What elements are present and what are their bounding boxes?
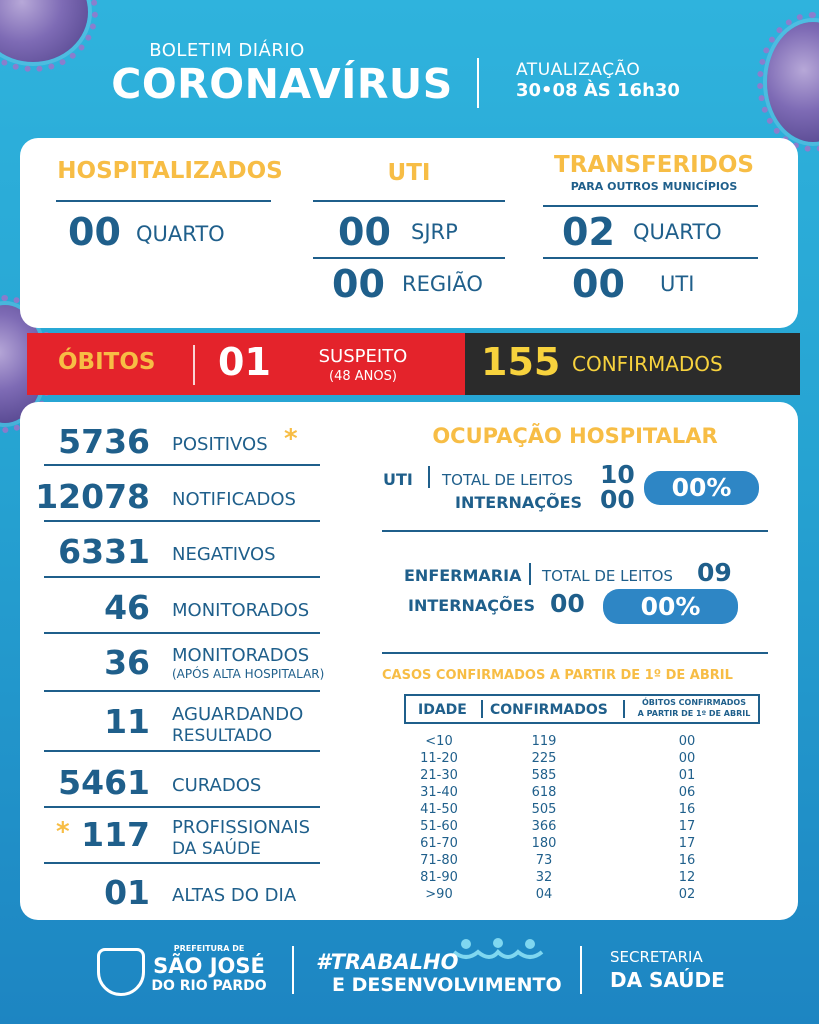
casos-obitos: 16 bbox=[678, 802, 696, 817]
casos-age: 11-20 bbox=[420, 751, 458, 766]
uti-divider bbox=[313, 257, 505, 259]
city-coat-of-arms-icon bbox=[97, 948, 145, 996]
casos-confirmados: 119 bbox=[531, 734, 557, 749]
uti-regiao-unit: REGIÃO bbox=[402, 272, 483, 296]
casos-obitos: 00 bbox=[678, 751, 696, 766]
uti-sjrp-value: 00 bbox=[338, 210, 391, 254]
casos-obitos: 16 bbox=[678, 853, 696, 868]
update-value: 30•08 ÀS 16h30 bbox=[516, 80, 680, 101]
casos-confirmados: 585 bbox=[531, 768, 557, 783]
stat-star: * bbox=[284, 424, 298, 454]
stat-value: 12078 bbox=[35, 477, 150, 516]
stat-label: MONITORADOS bbox=[172, 600, 310, 621]
casos-age: 51-60 bbox=[420, 819, 458, 834]
uti-sjrp-unit: SJRP bbox=[411, 220, 458, 244]
bulletin-title: CORONAVÍRUS bbox=[111, 60, 453, 108]
stat-divider bbox=[44, 632, 320, 634]
stat-divider bbox=[44, 690, 320, 692]
casos-age: 61-70 bbox=[420, 836, 458, 851]
transferidos-divider bbox=[543, 257, 758, 259]
stat-divider bbox=[44, 464, 320, 466]
casos-header-obitos-1: ÓBITOS CONFIRMADOS bbox=[641, 698, 746, 707]
casos-table bbox=[404, 733, 760, 903]
ocupacao-uti-total-label: TOTAL DE LEITOS bbox=[442, 471, 573, 489]
casos-confirmados: 32 bbox=[535, 870, 553, 885]
uti-underline bbox=[313, 200, 505, 202]
casos-row bbox=[404, 733, 760, 750]
stat-label: NOTIFICADOS bbox=[172, 489, 296, 510]
casos-header-divider-1 bbox=[481, 700, 483, 718]
casos-obitos: 17 bbox=[678, 836, 696, 851]
transferidos-uti-unit: UTI bbox=[660, 272, 695, 296]
ocupacao-uti-divider bbox=[428, 466, 430, 488]
footer-secretaria: SECRETARIA bbox=[610, 948, 703, 966]
stat-divider bbox=[44, 806, 320, 808]
casos-row bbox=[404, 801, 760, 818]
ocupacao-uti-total: 10 bbox=[600, 460, 635, 489]
header-divider bbox=[477, 58, 479, 108]
stat-label: NEGATIVOS bbox=[172, 544, 276, 565]
footer-divider-1 bbox=[292, 946, 294, 994]
stat-divider bbox=[44, 750, 320, 752]
footer-slogan-1: #TRABALHO bbox=[316, 950, 459, 974]
obitos-suspeito-value: 01 bbox=[218, 340, 271, 384]
transferidos-heading: TRANSFERIDOS bbox=[554, 152, 754, 178]
casos-confirmados: 180 bbox=[531, 836, 557, 851]
virus-illustration-top-left bbox=[0, 0, 88, 62]
casos-confirmados: 366 bbox=[531, 819, 557, 834]
ocupacao-enfermaria-percent: 00% bbox=[603, 589, 738, 624]
stat-divider bbox=[44, 576, 320, 578]
casos-separator bbox=[382, 652, 768, 654]
stat-sublabel: (APÓS ALTA HOSPITALAR) bbox=[172, 667, 325, 681]
hospitalizados-value: 00 bbox=[68, 210, 121, 254]
casos-header-obitos-2: A PARTIR DE 1º DE ABRIL bbox=[637, 709, 751, 718]
stat-value: 117 bbox=[81, 815, 150, 854]
ocupacao-enfermaria-total-label: TOTAL DE LEITOS bbox=[542, 567, 673, 585]
footer-divider-2 bbox=[580, 946, 582, 994]
stat-sublabel: DA SAÚDE bbox=[172, 839, 261, 859]
casos-age: 21-30 bbox=[420, 768, 458, 783]
casos-age: 31-40 bbox=[420, 785, 458, 800]
ocupacao-title: OCUPAÇÃO HOSPITALAR bbox=[432, 424, 718, 448]
ocupacao-uti-percent: 00% bbox=[644, 471, 759, 505]
stat-value: 46 bbox=[104, 588, 150, 627]
ocupacao-enfermaria-intern: 00 bbox=[550, 589, 585, 618]
transferidos-quarto-unit: QUARTO bbox=[633, 220, 722, 244]
casos-header-confirmados: CONFIRMADOS bbox=[490, 702, 608, 718]
stat-sublabel: RESULTADO bbox=[172, 726, 273, 746]
footer-prefeitura: PREFEITURA DE bbox=[173, 944, 245, 953]
obitos-label: ÓBITOS bbox=[58, 349, 156, 375]
stat-value: 11 bbox=[104, 702, 150, 741]
stat-divider bbox=[44, 520, 320, 522]
casos-title: CASOS CONFIRMADOS A PARTIR DE 1º DE ABRIL bbox=[382, 668, 733, 683]
footer-slogan-2: E DESENVOLVIMENTO bbox=[332, 974, 562, 996]
stat-value: 5736 bbox=[58, 422, 150, 461]
casos-obitos: 02 bbox=[678, 887, 696, 902]
casos-age: 41-50 bbox=[420, 802, 458, 817]
casos-confirmados: 618 bbox=[531, 785, 557, 800]
obitos-confirmados-value: 155 bbox=[481, 340, 561, 384]
casos-confirmados: 04 bbox=[535, 887, 553, 902]
ocupacao-enfermaria-divider bbox=[529, 563, 531, 585]
casos-age: <10 bbox=[425, 734, 453, 749]
casos-obitos: 01 bbox=[678, 768, 696, 783]
stat-label: PROFISSIONAIS bbox=[172, 817, 311, 838]
transferidos-underline bbox=[543, 205, 758, 207]
stat-value: 5461 bbox=[58, 763, 150, 802]
casos-row bbox=[404, 750, 760, 767]
obitos-divider bbox=[193, 345, 195, 385]
casos-age: 81-90 bbox=[420, 870, 458, 885]
ocupacao-enfermaria-total: 09 bbox=[697, 558, 732, 587]
casos-confirmados: 225 bbox=[531, 751, 557, 766]
casos-row bbox=[404, 767, 760, 784]
casos-obitos: 00 bbox=[678, 734, 696, 749]
casos-obitos: 12 bbox=[678, 870, 696, 885]
casos-header-idade: IDADE bbox=[418, 702, 467, 718]
ocupacao-enfermaria-label: ENFERMARIA bbox=[404, 566, 522, 585]
footer-city-1: SÃO JOSÉ bbox=[153, 954, 265, 978]
casos-obitos: 17 bbox=[678, 819, 696, 834]
casos-row bbox=[404, 852, 760, 869]
stat-label: MONITORADOS bbox=[172, 645, 310, 666]
casos-confirmados: 505 bbox=[531, 802, 557, 817]
footer-city-2: DO RIO PARDO bbox=[151, 978, 267, 994]
stat-label: POSITIVOS bbox=[172, 434, 268, 455]
stat-divider bbox=[44, 862, 320, 864]
ocupacao-uti-intern-label: INTERNAÇÕES bbox=[455, 493, 583, 512]
uti-regiao-value: 00 bbox=[332, 262, 385, 306]
ocupacao-uti-label: UTI bbox=[383, 470, 413, 489]
uti-heading: UTI bbox=[387, 160, 431, 186]
footer-saude: DA SAÚDE bbox=[610, 968, 725, 992]
casos-row bbox=[404, 886, 760, 903]
footer-waves-icon bbox=[452, 938, 544, 960]
ocupacao-separator bbox=[382, 530, 768, 532]
hospitalizados-unit: QUARTO bbox=[136, 222, 225, 246]
obitos-suspeito-age: (48 ANOS) bbox=[329, 369, 397, 384]
casos-row bbox=[404, 818, 760, 835]
casos-obitos: 06 bbox=[678, 785, 696, 800]
casos-age: >90 bbox=[425, 887, 453, 902]
stat-value: 6331 bbox=[58, 532, 150, 571]
casos-age: 71-80 bbox=[420, 853, 458, 868]
hospitalizados-underline bbox=[56, 200, 271, 202]
obitos-suspeito-label: SUSPEITO bbox=[318, 346, 408, 367]
stat-label: AGUARDANDO bbox=[172, 704, 304, 725]
hospitalizados-heading: HOSPITALIZADOS bbox=[57, 158, 283, 184]
stat-label: ALTAS DO DIA bbox=[172, 885, 297, 906]
casos-confirmados: 73 bbox=[535, 853, 553, 868]
bulletin-subtitle: BOLETIM DIÁRIO bbox=[149, 40, 305, 61]
casos-row bbox=[404, 835, 760, 852]
stat-label: CURADOS bbox=[172, 775, 262, 796]
ocupacao-enfermaria-intern-label: INTERNAÇÕES bbox=[408, 596, 536, 615]
stat-value: 36 bbox=[104, 643, 150, 682]
casos-row bbox=[404, 784, 760, 801]
stat-star-prefix: * bbox=[56, 817, 70, 847]
update-label: ATUALIZAÇÃO bbox=[516, 60, 641, 80]
stat-value: 01 bbox=[104, 873, 150, 912]
transferidos-subheading: PARA OUTROS MUNICÍPIOS bbox=[570, 180, 738, 193]
casos-header-divider-2 bbox=[623, 700, 625, 718]
virus-illustration-top-right bbox=[767, 22, 819, 142]
transferidos-quarto-value: 02 bbox=[562, 210, 615, 254]
transferidos-uti-value: 00 bbox=[572, 262, 625, 306]
casos-row bbox=[404, 869, 760, 886]
obitos-confirmados-label: CONFIRMADOS bbox=[572, 352, 723, 376]
ocupacao-uti-intern: 00 bbox=[600, 485, 635, 514]
